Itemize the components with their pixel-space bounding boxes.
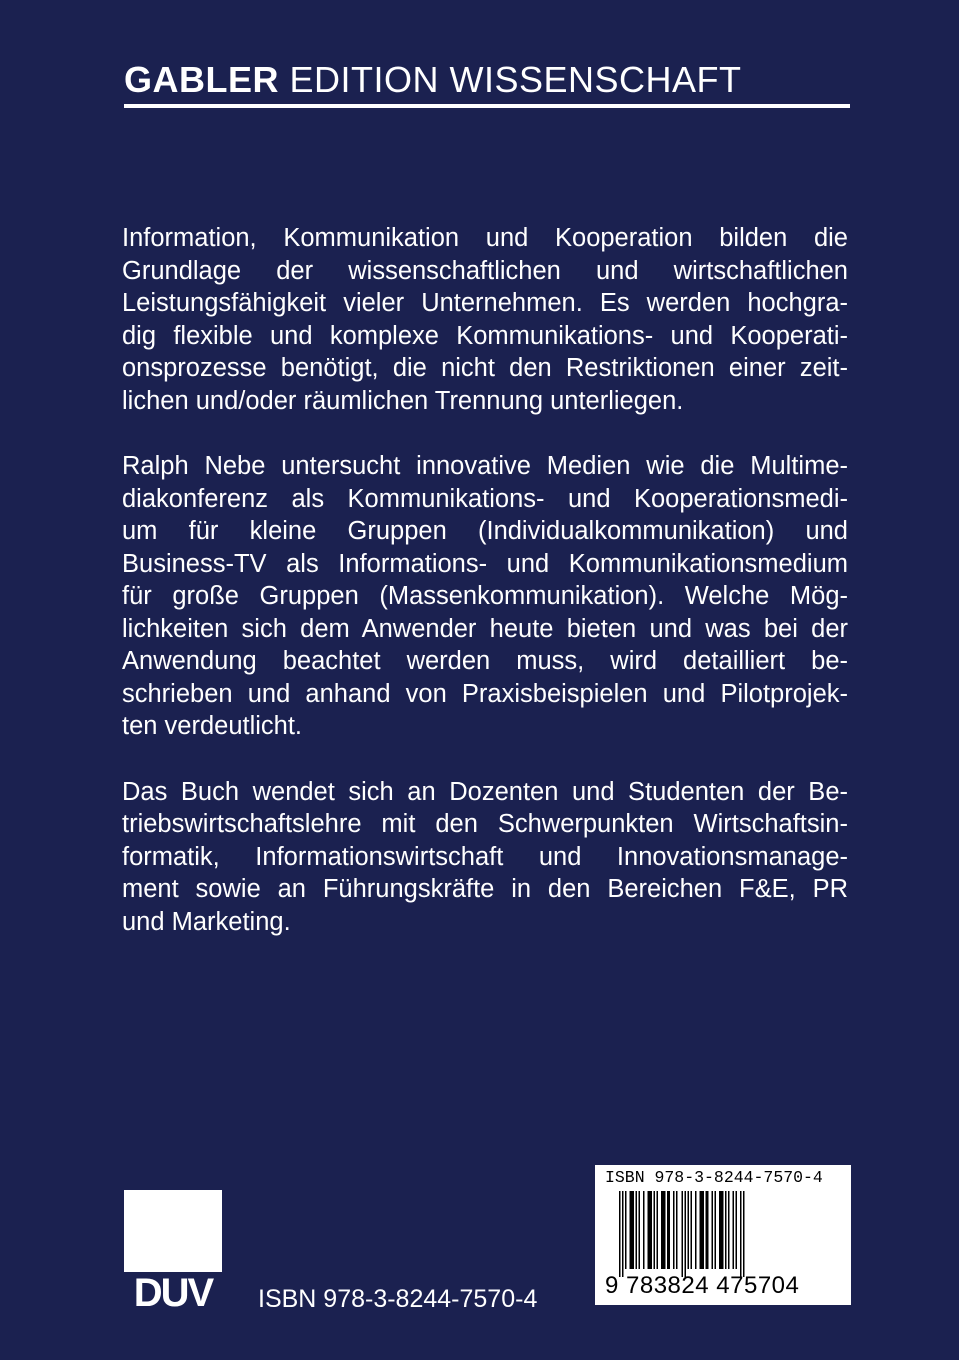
blurb-line: Leistungsfähigkeit vieler Unternehmen. Es werden hochgra- [122,289,848,317]
barcode-bar [654,1191,656,1269]
duv-logo [124,1190,222,1312]
blurb-line: formatik, Informationswirtschaft und Innovationsmanage- [122,842,848,871]
barcode-bar [728,1191,730,1269]
header-rule [124,104,850,108]
barcode-bar [736,1191,738,1269]
duv-logo-text: DUV [133,1271,213,1312]
blurb-line: Anwendung beachtet werden muss, wird detailliert be- [122,647,848,675]
duv-logo-block [124,1190,222,1272]
barcode-bar [648,1191,653,1269]
barcode-bar [667,1191,670,1269]
blurb-line: lichen und/oder räumlichen Trennung unterliegen. [122,386,684,415]
blurb-line: Information, Kommunikation und Kooperation bilden die [122,224,848,252]
blurb-line: für große Gruppen (Massenkommunikation). Welche Mög- [122,582,848,610]
barcode-bar [719,1191,724,1269]
barcode-bar [622,1191,624,1277]
barcode-bar [706,1191,709,1269]
barcode [595,1165,851,1305]
barcode-bar [715,1191,717,1269]
barcode-bar [691,1191,693,1269]
barcode-bar [643,1191,645,1269]
isbn-label: ISBN 978-3-8244-7570-4 [258,1285,538,1313]
blurb-line: um für kleine Gruppen (Individualkommunikation) und [122,517,848,545]
blurb-line: dig flexible und komplexe Kommunikations- und Kooperati- [122,321,848,350]
barcode-bar [725,1191,727,1269]
blurb-line: triebswirtschaftslehre mit den Schwerpunkten Wirtschaftsin- [122,810,848,838]
barcode-bar [688,1191,690,1269]
series-header [124,60,742,100]
barcode-bar [657,1191,659,1269]
blurb-line: Business-TV als Informations- und Kommunikationsmedium [122,549,848,578]
barcode-bar [682,1191,684,1277]
barcode-bar [630,1191,635,1269]
blurb-line: lichkeiten sich dem Anwender heute bieten und was bei der [122,614,848,643]
barcode-bar [743,1191,745,1277]
barcode-digits: 9 783824 475704 [605,1272,800,1299]
barcode-isbn: ISBN 978-3-8244-7570-4 [605,1168,823,1187]
blurb-paragraph [122,222,848,417]
blurb-line: und Marketing. [122,907,291,936]
blurb-line: diakonferenz als Kommunikations- und Kooperationsmedi- [122,484,848,513]
blurb-line: Grundlage der wissenschaftlichen und wirtschaftlichen [122,256,848,285]
blurb-line: ment sowie an Führungskräfte in den Bereichen F&E, PR [122,875,848,903]
barcode-bar [661,1191,666,1269]
blurb-line: schrieben und anhand von Praxisbeispielen und Pilotprojek- [122,679,848,708]
blurb-paragraph [122,450,848,743]
blurb-text [122,222,848,971]
blurb-paragraph [122,776,848,939]
blurb-line: ten verdeutlicht. [122,712,303,740]
barcode-bar [619,1191,621,1277]
barcode-bar [712,1191,714,1269]
blurb-line: onsprozesse benötigt, die nicht den Restriktionen einer zeit- [122,354,848,382]
barcode-bar [636,1191,638,1269]
barcode-bar [695,1191,697,1269]
blurb-line: Ralph Nebe untersucht innovative Medien wie die Multime- [122,452,848,480]
publisher-brand: GABLER [124,59,279,100]
barcode-bar [625,1191,627,1269]
blurb-line: Das Buch wendet sich an Dozenten und Studenten der Be- [122,777,848,806]
series-name: EDITION WISSENSCHAFT [289,59,742,100]
barcode-bar [676,1191,678,1269]
barcode-bar [639,1191,641,1269]
barcode-bar [673,1191,675,1269]
barcode-bar [733,1191,735,1269]
barcode-bar [685,1191,687,1277]
barcode-bar [740,1191,742,1277]
barcode-bar [700,1191,705,1269]
